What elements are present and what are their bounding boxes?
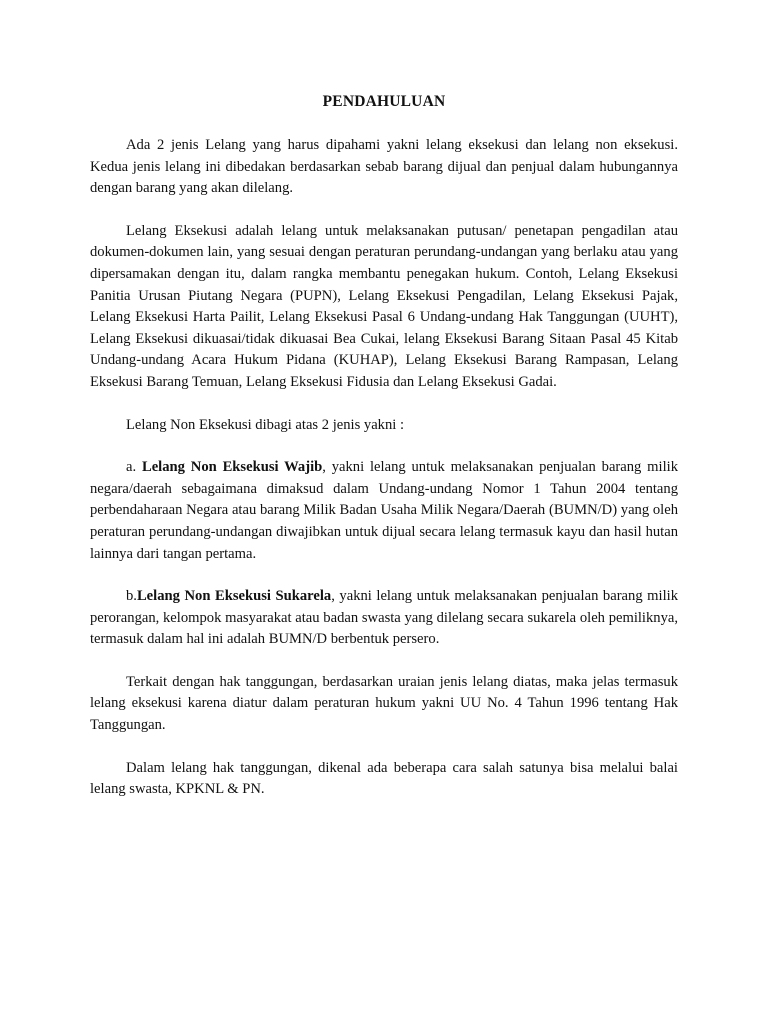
item-a-heading: Lelang Non Eksekusi Wajib: [141, 459, 323, 476]
paragraph-lelang-non-eksekusi: Lelang Non Eksekusi dibagi atas 2 jenis yakni :: [126, 416, 405, 433]
paragraph-lelang-eksekusi: Lelang Eksekusi adalah lelang untuk melaksanakan putusan/ penetapan pengadilan atau dokumen-dokumen lain, yang sesuai dengan peraturan perundang-undangan yang berlaku atau yang dipersamakan dengan itu, dalam rangka membantu penegakan hukum. Contoh, Lelang Eksekusi Panitia Urusan Piutang Negara (PUPN), Lelang Eksekusi Pengadilan, Lelang Eksekusi Pajak, Lelang Eksekusi Harta Pailit, Lelang Eksekusi Pasal 6 Undang-undang Hak Tanggungan (UUHT), Lelang Eksekusi dikuasai/tidak dikuasai Bea Cukai, lelang Eksekusi Barang Sitaan Pasal 45 Kitab Undang-undang Acara Hukum Pidana (KUHAP), Lelang Eksekusi Barang Rampasan, Lelang Eksekusi Barang Temuan, Lelang Eksekusi Fidusia dan Lelang Eksekusi Gadai.: [90, 222, 678, 390]
paragraph-hak-tanggungan: Terkait dengan hak tanggungan, berdasarkan uraian jenis lelang diatas, maka jelas termasuk lelang eksekusi karena diatur dalam peraturan hukum yakni UU No. 4 Tahun 1996 tentang Hak Tanggungan.: [90, 673, 678, 734]
paragraph-item-a: [90, 457, 678, 565]
item-a-text: , yakni lelang untuk melaksanakan penjualan barang milik negara/daerah sebagaimana dimaksud dalam Undang-undang Nomor 1 Tahun 2004 tentang perbendaharaan Negara atau barang Milik Badan Usaha Milik Negara/Daerah (BUMN/D) yang oleh peraturan perundang-undangan diwajibkan untuk dijual secara lelang termasuk kayu dan hasil hutan lainnya dari tangan pertama.: [90, 459, 678, 562]
paragraph-intro: Ada 2 jenis Lelang yang harus dipahami yakni lelang eksekusi dan lelang non eksekusi. Kedua jenis lelang ini dibedakan berdasarkan sebab barang dijual dan penjual dalam hubungannya dengan barang yang akan dilelang.: [90, 137, 678, 197]
item-b-heading: Lelang Non Eksekusi Sukarela: [136, 588, 332, 605]
item-b-text: , yakni lelang untuk melaksanakan penjualan barang milik perorangan, kelompok masyarakat atau badan swasta yang dilelang secara sukarela oleh pemiliknya, termasuk dalam hal ini adalah BUMN/D berbentuk persero.: [90, 588, 678, 648]
paragraph-item-b: [90, 586, 678, 651]
paragraph-closing: Dalam lelang hak tanggungan, dikenal ada beberapa cara salah satunya bisa melalui balai lelang swasta, KPKNL & PN.: [90, 759, 678, 798]
item-a-prefix: a.: [126, 459, 142, 476]
document-page: [90, 88, 678, 822]
page-title: PENDAHULUAN: [322, 93, 446, 110]
item-b-prefix: b.: [126, 588, 137, 605]
